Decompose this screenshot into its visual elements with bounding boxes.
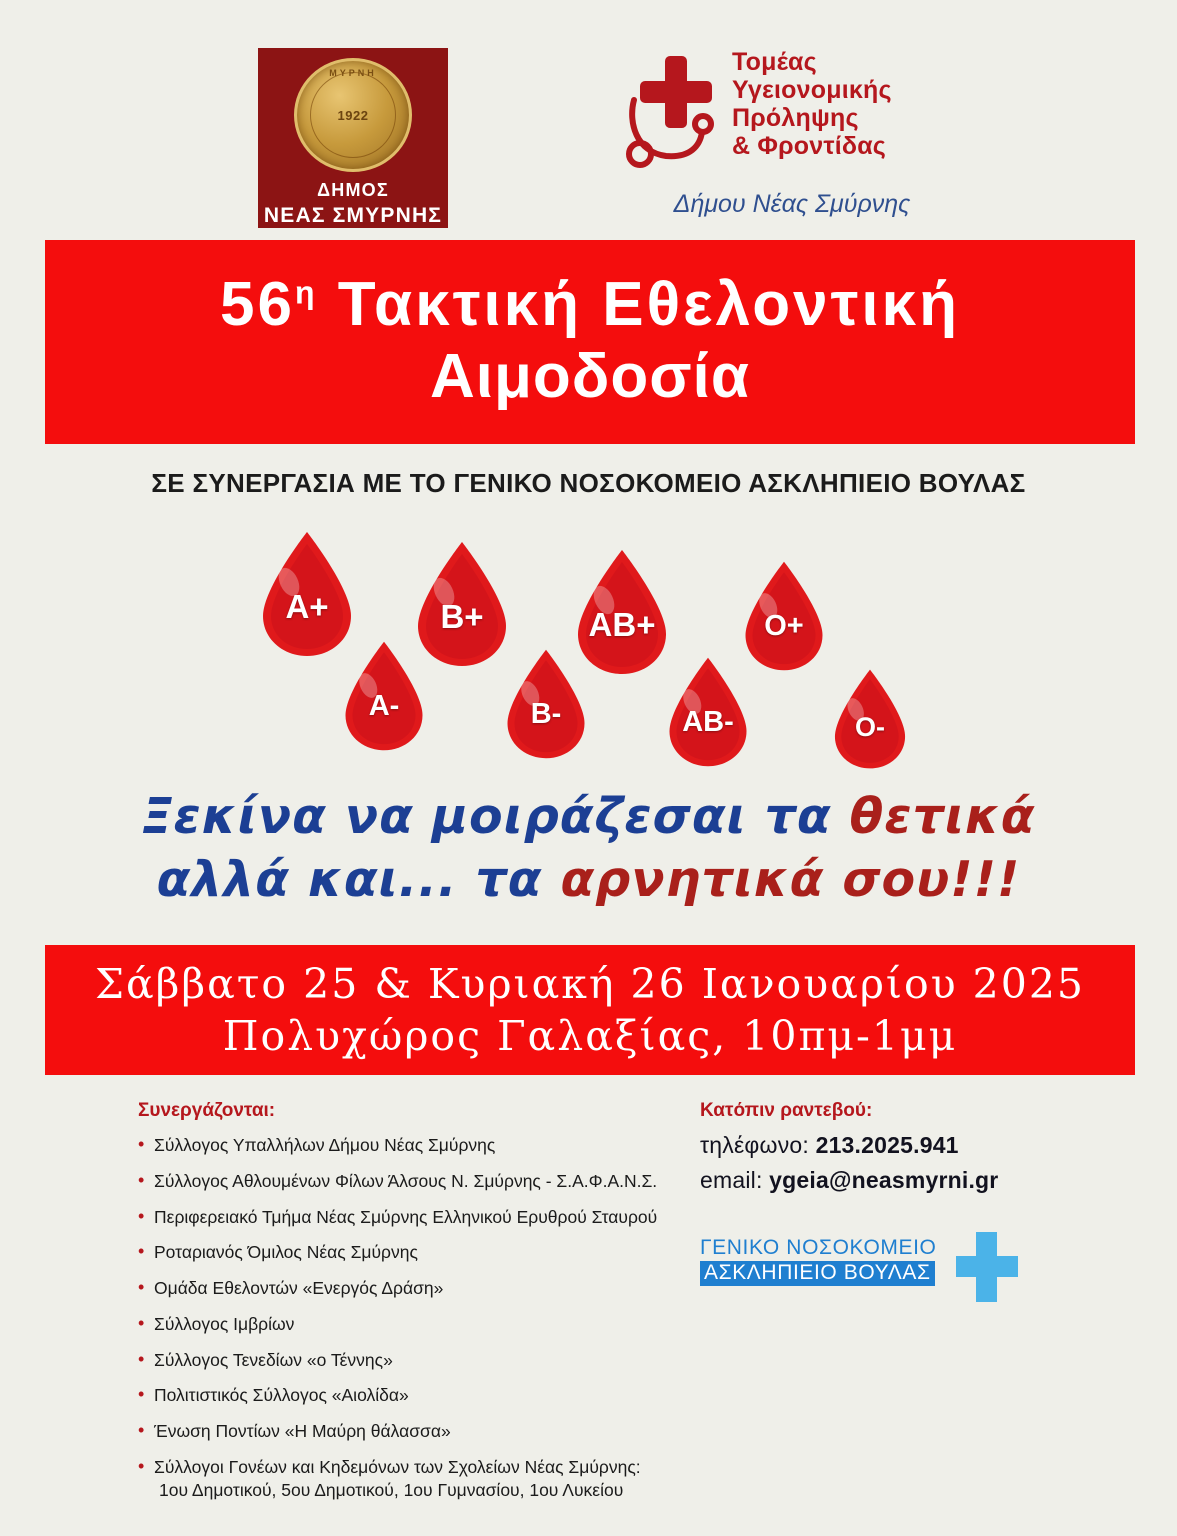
blood-type-label: B+ <box>440 598 484 635</box>
municipality-label-line2: ΝΕΑΣ ΣΜΥΡΝΗΣ <box>263 204 443 227</box>
health-cross-wrap <box>620 56 730 176</box>
phone-row <box>700 1132 1100 1159</box>
slogan-line2-highlight: αρνητικά σου!!! <box>560 850 1021 908</box>
partners-section <box>138 1100 708 1514</box>
seal-year: 1922 <box>337 107 369 123</box>
list-item: • Ροταριανός Όμιλος Νέας Σμύρνης <box>138 1241 708 1264</box>
health-department-subtitle: Δήμου Νέας Σμύρνης <box>673 190 911 218</box>
list-item: • Σύλλογος Αθλουμένων Φίλων Άλσους Ν. Σμύρνης - Σ.Α.Φ.Α.Ν.Σ. <box>138 1170 708 1193</box>
health-department-title <box>732 48 950 160</box>
hospital-name-line1: ΓΕΝΙΚΟ ΝΟΣΟΚΟΜΕΙΟ <box>700 1236 937 1259</box>
blood-drop-o-neg <box>828 668 912 770</box>
phone-value[interactable]: 213.2025.941 <box>815 1132 959 1158</box>
blood-drop-a-pos <box>255 530 359 658</box>
list-item: • Ένωση Ποντίων «Η Μαύρη θάλασσα» <box>138 1420 708 1443</box>
list-item: • Σύλλογος Ιμβρίων <box>138 1313 708 1336</box>
list-item: • Ομάδα Εθελοντών «Ενεργός Δράση» <box>138 1277 708 1300</box>
blood-type-label: O- <box>855 712 885 742</box>
list-item: • Πολιτιστικός Σύλλογος «Αιολίδα» <box>138 1384 708 1407</box>
date-line: Σάββατο 25 & Κυριακή 26 Ιανουαρίου 2025 <box>94 959 1085 1008</box>
schools-line2: 1ου Δημοτικού, 5ου Δημοτικού, 1ου Γυμνασίου, 1ου Λυκείου <box>159 1479 624 1500</box>
title-line2: Αιμοδοσία <box>429 342 751 412</box>
health-department-logo <box>620 48 950 228</box>
email-row <box>700 1167 1100 1194</box>
hospital-cross-icon <box>956 1232 1018 1302</box>
title-number: 56 <box>220 269 295 339</box>
hospital-logo <box>700 1236 1050 1326</box>
hospital-name-line2: ΑΣΚΛΗΠΙΕΙΟ ΒΟΥΛΑΣ <box>700 1261 935 1286</box>
seal-inner <box>310 72 396 158</box>
blood-type-label: B- <box>530 698 562 730</box>
poster-header <box>0 0 1177 232</box>
email-value[interactable]: ygeia@neasmyrni.gr <box>769 1167 999 1193</box>
title-banner <box>45 240 1135 444</box>
slogan-line1-part1: Ξεκίνα να μοιράζεσαι τα <box>141 788 850 845</box>
slogan-line1-highlight: θετικά <box>849 788 1036 845</box>
date-banner <box>45 945 1135 1075</box>
blood-type-label: A- <box>368 690 400 722</box>
slogan-line2-part1: αλλά και... τα <box>156 850 561 908</box>
health-title-line4: & Φροντίδας <box>732 132 886 160</box>
health-title-line2: Υγειονομικής <box>732 76 892 104</box>
poster-footer <box>0 1090 1177 1536</box>
blood-drop-ab-neg <box>662 656 754 768</box>
venue-line: Πολυχώρος Γαλαξίας, 10πμ-1μμ <box>222 1012 958 1060</box>
stethoscope-icon <box>620 96 730 176</box>
partners-heading: Συνεργάζονται: <box>138 1100 276 1121</box>
list-item: • Περιφερειακό Τμήμα Νέας Σμύρνης Ελληνικού Ερυθρού Σταυρού <box>138 1206 708 1229</box>
seal-arc-text: ΜΥΡΝΗ <box>329 68 377 78</box>
blood-drop-b-neg <box>500 648 592 760</box>
blood-type-label: A+ <box>285 588 329 625</box>
list-item: • Σύλλογος Τενεδίων «ο Τέννης» <box>138 1349 708 1372</box>
phone-label: τηλέφωνο: <box>700 1132 816 1158</box>
slogan <box>0 786 1177 911</box>
municipality-logo <box>258 48 448 228</box>
schools-line1: Σύλλογοι Γονέων και Κηδεμόνων των Σχολείων Νέας Σμύρνης: <box>154 1456 641 1477</box>
blood-drop-a-neg <box>338 640 430 752</box>
blood-type-label: O+ <box>764 610 804 642</box>
health-title-line1: Τομέας <box>732 48 817 76</box>
blood-type-label: AB- <box>682 706 734 738</box>
appointment-section <box>700 1100 1100 1326</box>
partners-list <box>138 1134 708 1501</box>
slogan-line1 <box>0 786 1177 849</box>
list-item-schools <box>138 1456 708 1502</box>
title-ordinal-suffix: η <box>294 274 318 311</box>
blood-type-label: AB+ <box>588 606 656 643</box>
cooperation-line: ΣΕ ΣΥΝΕΡΓΑΣΙΑ ΜΕ ΤΟ ΓΕΝΙΚΟ ΝΟΣΟΚΟΜΕΙΟ ΑΣΚΛΗΠΙΕΙΟ ΒΟΥΛΑΣ <box>151 468 1026 498</box>
municipality-label-line1: ΔΗΜΟΣ <box>317 180 389 200</box>
title-line1 <box>220 269 960 339</box>
email-label: email: <box>700 1167 770 1193</box>
title-line1-rest: Τακτική Εθελοντική <box>337 269 960 339</box>
blood-type-drops <box>0 530 1177 780</box>
municipality-seal-icon <box>294 58 412 172</box>
health-title-line3: Πρόληψης <box>732 104 859 132</box>
list-item: • Σύλλογος Υπαλλήλων Δήμου Νέας Σμύρνης <box>138 1134 708 1157</box>
slogan-line2 <box>0 849 1177 912</box>
appointment-heading: Κατόπιν ραντεβού: <box>700 1100 873 1121</box>
